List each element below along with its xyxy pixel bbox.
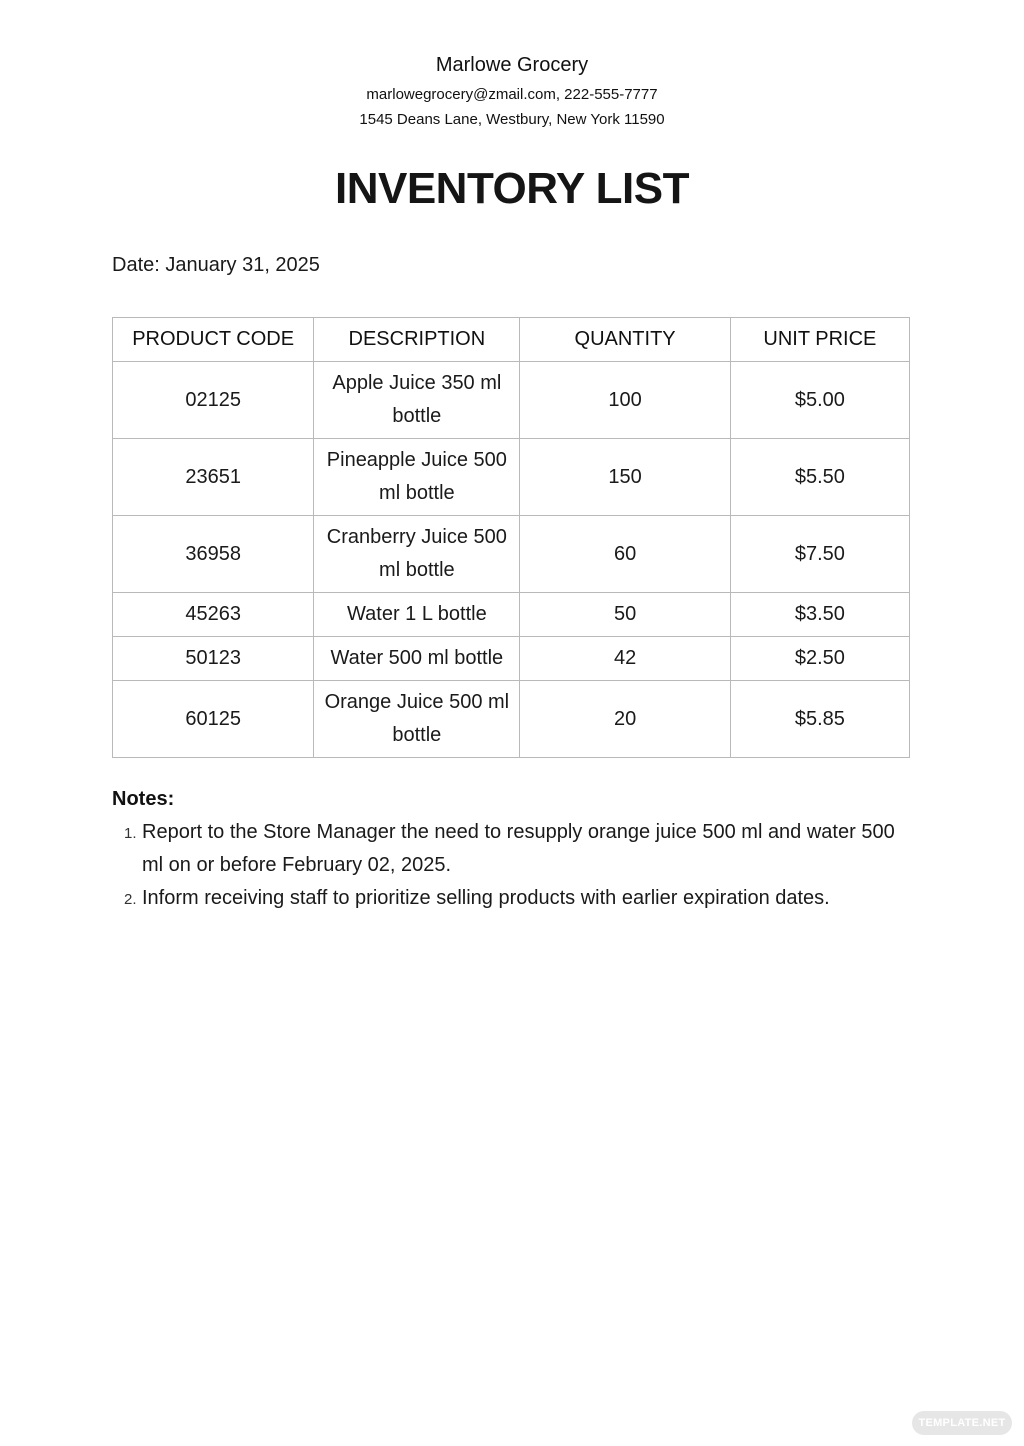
- cell-unit-price: $5.00: [730, 362, 909, 439]
- cell-description: Water 500 ml bottle: [314, 637, 520, 681]
- cell-description: Orange Juice 500 ml bottle: [314, 681, 520, 758]
- inventory-table: [112, 317, 910, 758]
- cell-product-code: 45263: [113, 593, 314, 637]
- cell-description: Cranberry Juice 500 ml bottle: [314, 516, 520, 593]
- cell-unit-price: $5.85: [730, 681, 909, 758]
- cell-product-code: 50123: [113, 637, 314, 681]
- header-product-code: PRODUCT CODE: [113, 318, 314, 362]
- table-row: [113, 516, 910, 593]
- document-title: INVENTORY LIST: [334, 164, 690, 213]
- cell-quantity: 50: [520, 593, 730, 637]
- notes-heading: Notes:: [112, 788, 175, 810]
- note-text: Report to the Store Manager the need to resupply orange juice 500 ml and water 500 ml on or before February 02, 2025.: [142, 821, 895, 876]
- cell-quantity: 100: [520, 362, 730, 439]
- table-row: [113, 681, 910, 758]
- company-name: Marlowe Grocery: [435, 54, 589, 76]
- header-unit-price: UNIT PRICE: [730, 318, 909, 362]
- cell-product-code: 02125: [113, 362, 314, 439]
- note-number: 2.: [124, 891, 137, 908]
- cell-description: Apple Juice 350 ml bottle: [314, 362, 520, 439]
- cell-unit-price: $2.50: [730, 637, 909, 681]
- note-number: 1.: [124, 825, 137, 842]
- cell-product-code: 23651: [113, 439, 314, 516]
- cell-quantity: 150: [520, 439, 730, 516]
- cell-description: Water 1 L bottle: [314, 593, 520, 637]
- cell-unit-price: $5.50: [730, 439, 909, 516]
- note-item: [112, 882, 902, 915]
- notes-list: [112, 816, 902, 915]
- company-address: 1545 Deans Lane, Westbury, New York 11590: [359, 111, 665, 128]
- cell-description: Pineapple Juice 500 ml bottle: [314, 439, 520, 516]
- cell-product-code: 60125: [113, 681, 314, 758]
- table-header-row: [113, 318, 910, 362]
- document-date: Date: January 31, 2025: [112, 254, 320, 276]
- table-row: [113, 362, 910, 439]
- cell-product-code: 36958: [113, 516, 314, 593]
- table-row: [113, 593, 910, 637]
- cell-quantity: 42: [520, 637, 730, 681]
- cell-quantity: 60: [520, 516, 730, 593]
- table-row: [113, 439, 910, 516]
- template-watermark[interactable]: TEMPLATE.NET: [912, 1411, 1012, 1435]
- cell-unit-price: $3.50: [730, 593, 909, 637]
- company-contact: marlowegrocery@zmail.com, 222-555-7777: [366, 86, 658, 103]
- note-text: Inform receiving staff to prioritize selling products with earlier expiration dates.: [142, 887, 830, 909]
- cell-quantity: 20: [520, 681, 730, 758]
- header-description: DESCRIPTION: [314, 318, 520, 362]
- cell-unit-price: $7.50: [730, 516, 909, 593]
- note-item: [112, 816, 902, 882]
- table-row: [113, 637, 910, 681]
- header-quantity: QUANTITY: [520, 318, 730, 362]
